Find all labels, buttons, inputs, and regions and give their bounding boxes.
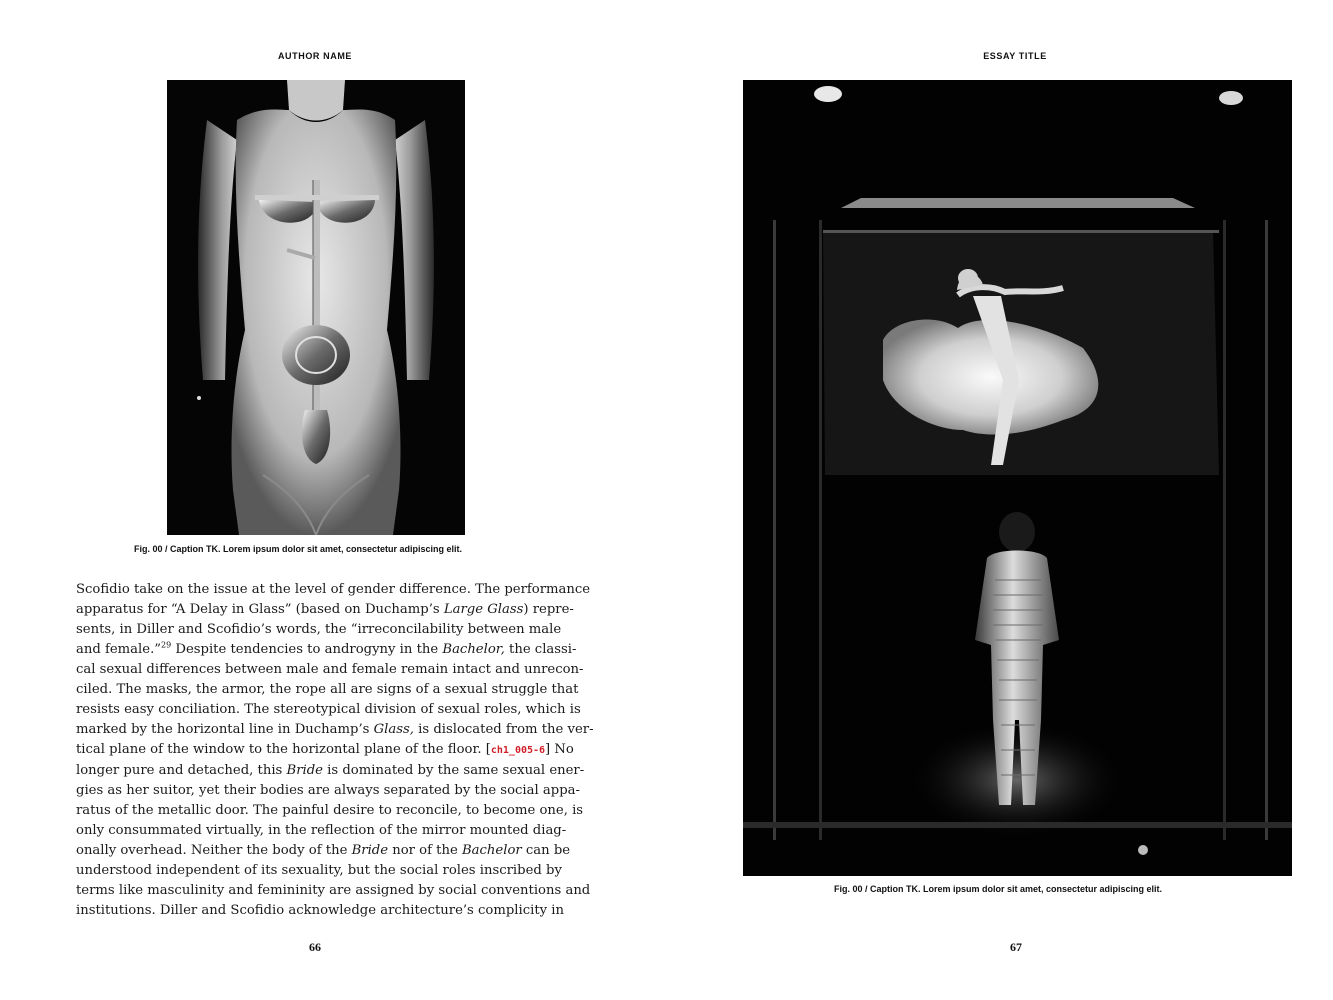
- figure-caption-right: Fig. 00 / Caption TK. Lorem ipsum dolor sit amet, consectetur adipiscing elit.: [834, 884, 1163, 894]
- italic-title: Large Glass: [443, 602, 524, 617]
- body-line: [76, 580, 591, 600]
- body-line: [76, 881, 591, 901]
- body-text-run: sents, in Diller and Scofidio’s words, the “irreconcilability between male: [76, 622, 562, 637]
- folio-left: 66: [309, 940, 321, 954]
- body-line: [76, 620, 562, 640]
- figure-photo-stage-performance: [743, 80, 1292, 876]
- body-line: [76, 781, 580, 801]
- stage-performance-illustration: [743, 80, 1292, 876]
- body-text-run: cal sexual differences between male and female remain intact and unrecon-: [76, 662, 584, 677]
- body-text-run: understood independent of its sexuality, but the social roles inscribed by: [76, 863, 562, 878]
- left-page: [0, 0, 666, 1000]
- body-text-run: resists easy conciliation. The stereotypical division of sexual roles, which is: [76, 702, 581, 717]
- armor-torso-illustration: [167, 80, 465, 535]
- body-text-run: can be: [521, 843, 571, 858]
- body-line: [76, 841, 571, 861]
- body-text-run: marked by the horizontal line in Duchamp’s: [76, 722, 374, 737]
- body-text-run: ciled. The masks, the armor, the rope all are signs of a sexual struggle that: [76, 682, 579, 697]
- body-text-run: is dominated by the same sexual ener-: [322, 763, 585, 778]
- body-line: [76, 700, 581, 720]
- body-text: [76, 580, 594, 921]
- body-line: [76, 640, 577, 660]
- body-line: [76, 821, 567, 841]
- body-line: [76, 720, 594, 740]
- body-text-run: the classi-: [504, 642, 577, 657]
- italic-title: Bride: [286, 763, 323, 778]
- body-text-run: ) repre-: [523, 602, 574, 617]
- body-text-run: and female.”: [76, 642, 161, 657]
- body-line: [76, 761, 585, 781]
- right-page: [667, 0, 1333, 1000]
- folio-right: 67: [1010, 940, 1022, 954]
- figure-reference-marker: ch1_005-6: [490, 745, 546, 756]
- body-text-run: is dislocated from the ver-: [413, 722, 594, 737]
- body-text-run: nor of the: [388, 843, 462, 858]
- body-text-run: longer pure and detached, this: [76, 763, 287, 778]
- body-text-run: ratus of the metallic door. The painful desire to reconcile, to become one, is: [76, 803, 584, 818]
- body-line: [76, 861, 562, 881]
- body-line: [76, 680, 579, 700]
- body-line: [76, 901, 564, 921]
- body-line: [76, 660, 584, 680]
- running-head-author: AUTHOR NAME: [277, 51, 353, 61]
- running-head-title: ESSAY TITLE: [983, 51, 1047, 61]
- italic-title: Bachelor,: [442, 642, 505, 657]
- body-line: [76, 740, 574, 761]
- body-text-run: Despite tendencies to androgyny in the: [171, 642, 443, 657]
- body-text-run: onally overhead. Neither the body of the: [76, 843, 352, 858]
- body-text-run: ] No: [545, 742, 574, 757]
- figure-photo-armor-torso: [167, 80, 465, 535]
- body-text-run: institutions. Diller and Scofidio acknowledge architecture’s complicity in: [76, 903, 564, 918]
- body-text-run: tical plane of the window to the horizontal plane of the floor. [: [76, 742, 491, 757]
- footnote-marker: 29: [161, 640, 172, 650]
- italic-title: Bachelor: [461, 843, 522, 858]
- body-text-run: terms like masculinity and femininity are assigned by social conventions and: [76, 883, 591, 898]
- italic-title: Glass,: [373, 722, 414, 737]
- body-text-run: gies as her suitor, yet their bodies are always separated by the social appa-: [76, 783, 580, 798]
- figure-caption-left: Fig. 00 / Caption TK. Lorem ipsum dolor sit amet, consectetur adipiscing elit.: [134, 544, 463, 554]
- body-text-run: Scofidio take on the issue at the level of gender difference. The performance: [76, 582, 591, 597]
- body-text-run: only consummated virtually, in the reflection of the mirror mounted diag-: [76, 823, 567, 838]
- body-line: [76, 600, 574, 620]
- body-text-run: apparatus for “A Delay in Glass” (based on Duchamp’s: [76, 602, 444, 617]
- body-line: [76, 801, 584, 821]
- italic-title: Bride: [351, 843, 389, 858]
